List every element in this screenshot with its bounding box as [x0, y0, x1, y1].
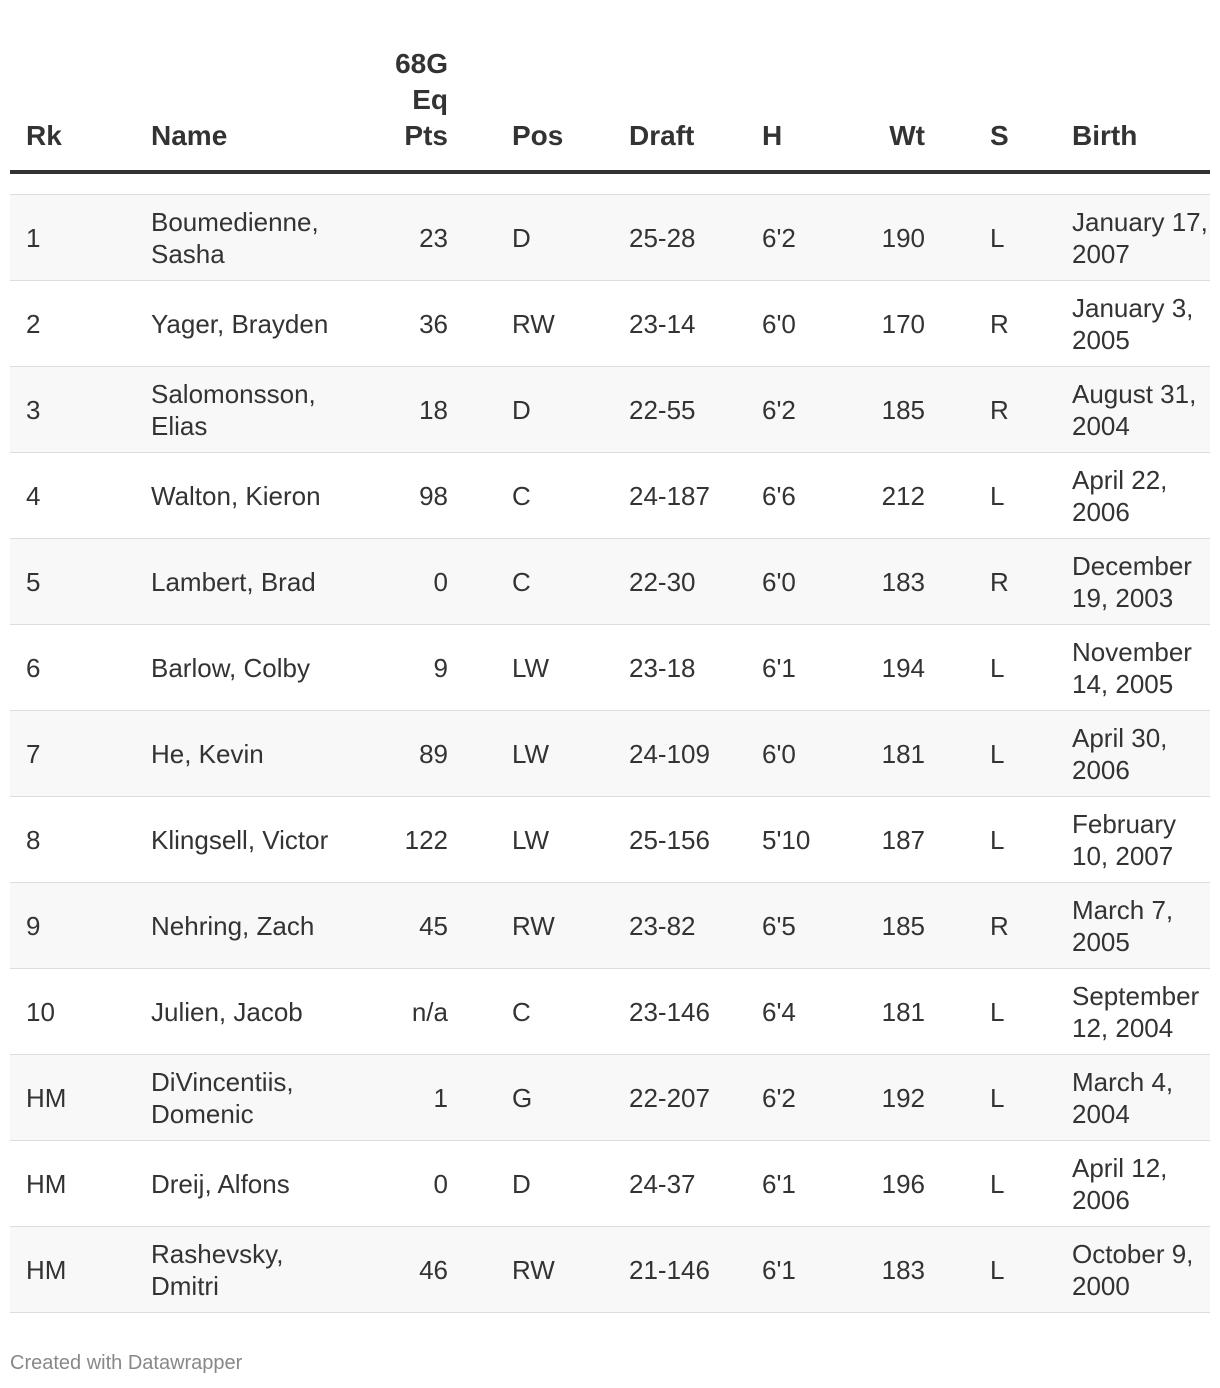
cell-spacer-2 [925, 969, 990, 1055]
cell-birth: March 4, 2004 [1072, 1055, 1210, 1141]
header-birth[interactable]: Birth [1072, 0, 1210, 172]
cell-spacer-2 [925, 195, 990, 281]
cell-birth: March 7, 2005 [1072, 883, 1210, 969]
cell-draft: 22-30 [629, 539, 762, 625]
cell-spacer [448, 195, 512, 281]
cell-s: L [990, 1227, 1072, 1313]
cell-name: Julien, Jacob [151, 969, 351, 1055]
cell-h: 5'10 [762, 797, 852, 883]
cell-h: 6'6 [762, 453, 852, 539]
cell-rk: HM [10, 1055, 151, 1141]
cell-spacer [448, 1055, 512, 1141]
header-spacer [448, 0, 512, 172]
table-row [10, 969, 1210, 1055]
table-row [10, 1227, 1210, 1313]
header-h[interactable]: H [762, 0, 852, 172]
cell-pts: 18 [351, 367, 448, 453]
cell-spacer-2 [925, 711, 990, 797]
cell-rk: 6 [10, 625, 151, 711]
cell-wt: 181 [852, 711, 925, 797]
cell-name: He, Kevin [151, 711, 351, 797]
cell-h: 6'1 [762, 1227, 852, 1313]
cell-draft: 23-14 [629, 281, 762, 367]
cell-pos: D [512, 1141, 629, 1227]
cell-birth: November 14, 2005 [1072, 625, 1210, 711]
cell-s: L [990, 1055, 1072, 1141]
cell-name: Klingsell, Victor [151, 797, 351, 883]
cell-pts: 46 [351, 1227, 448, 1313]
cell-draft: 23-82 [629, 883, 762, 969]
cell-pts: 45 [351, 883, 448, 969]
cell-wt: 187 [852, 797, 925, 883]
cell-pts: 0 [351, 539, 448, 625]
cell-spacer-2 [925, 453, 990, 539]
cell-name: Dreij, Alfons [151, 1141, 351, 1227]
cell-name: Rashevsky, Dmitri [151, 1227, 351, 1313]
cell-spacer [448, 539, 512, 625]
cell-h: 6'2 [762, 367, 852, 453]
cell-h: 6'0 [762, 539, 852, 625]
cell-h: 6'0 [762, 281, 852, 367]
cell-birth: April 22, 2006 [1072, 453, 1210, 539]
prospect-table [10, 0, 1210, 1313]
cell-name: DiVincentiis, Domenic [151, 1055, 351, 1141]
cell-wt: 183 [852, 539, 925, 625]
cell-birth: September 12, 2004 [1072, 969, 1210, 1055]
header-spacer-row [10, 172, 1210, 195]
cell-pos: G [512, 1055, 629, 1141]
header-draft[interactable]: Draft [629, 0, 762, 172]
header-pts-line-2: Eq [412, 84, 448, 115]
cell-spacer [448, 281, 512, 367]
cell-wt: 190 [852, 195, 925, 281]
cell-name: Salomonsson, Elias [151, 367, 351, 453]
cell-s: L [990, 1141, 1072, 1227]
cell-wt: 192 [852, 1055, 925, 1141]
cell-pos: D [512, 367, 629, 453]
cell-spacer [448, 883, 512, 969]
cell-spacer-2 [925, 883, 990, 969]
table-row [10, 367, 1210, 453]
table-row [10, 1055, 1210, 1141]
cell-draft: 23-146 [629, 969, 762, 1055]
cell-pts: 98 [351, 453, 448, 539]
cell-spacer [448, 453, 512, 539]
cell-name: Barlow, Colby [151, 625, 351, 711]
table-row [10, 625, 1210, 711]
cell-spacer-2 [925, 797, 990, 883]
cell-pts: n/a [351, 969, 448, 1055]
cell-birth: January 3, 2005 [1072, 281, 1210, 367]
header-pts-line-3: Pts [404, 120, 448, 151]
cell-pos: LW [512, 625, 629, 711]
cell-pts: 122 [351, 797, 448, 883]
cell-h: 6'2 [762, 195, 852, 281]
cell-rk: 8 [10, 797, 151, 883]
cell-draft: 25-28 [629, 195, 762, 281]
cell-draft: 21-146 [629, 1227, 762, 1313]
table-row [10, 797, 1210, 883]
cell-h: 6'0 [762, 711, 852, 797]
table-row [10, 453, 1210, 539]
cell-s: L [990, 195, 1072, 281]
cell-h: 6'1 [762, 625, 852, 711]
cell-s: L [990, 711, 1072, 797]
table-body [10, 172, 1210, 1313]
datawrapper-table [10, 0, 1210, 1313]
cell-birth: April 30, 2006 [1072, 711, 1210, 797]
cell-s: L [990, 453, 1072, 539]
cell-spacer [448, 625, 512, 711]
header-s[interactable]: S [990, 0, 1072, 172]
cell-spacer-2 [925, 1141, 990, 1227]
cell-spacer-2 [925, 625, 990, 711]
table-row [10, 1141, 1210, 1227]
cell-wt: 194 [852, 625, 925, 711]
cell-birth: August 31, 2004 [1072, 367, 1210, 453]
cell-rk: 1 [10, 195, 151, 281]
cell-rk: 9 [10, 883, 151, 969]
cell-spacer [448, 969, 512, 1055]
cell-spacer-2 [925, 1227, 990, 1313]
cell-name: Lambert, Brad [151, 539, 351, 625]
cell-draft: 22-207 [629, 1055, 762, 1141]
cell-h: 6'4 [762, 969, 852, 1055]
cell-birth: October 9, 2000 [1072, 1227, 1210, 1313]
cell-spacer-2 [925, 539, 990, 625]
cell-pts: 89 [351, 711, 448, 797]
cell-name: Walton, Kieron [151, 453, 351, 539]
spacer-cell [10, 172, 1210, 195]
cell-pos: D [512, 195, 629, 281]
cell-rk: HM [10, 1227, 151, 1313]
cell-spacer [448, 1227, 512, 1313]
cell-draft: 23-18 [629, 625, 762, 711]
cell-wt: 185 [852, 367, 925, 453]
cell-spacer [448, 367, 512, 453]
cell-birth: February 10, 2007 [1072, 797, 1210, 883]
cell-rk: 5 [10, 539, 151, 625]
header-spacer-2 [925, 0, 990, 172]
cell-rk: HM [10, 1141, 151, 1227]
cell-pts: 0 [351, 1141, 448, 1227]
cell-pos: C [512, 969, 629, 1055]
cell-pos: LW [512, 797, 629, 883]
cell-draft: 24-37 [629, 1141, 762, 1227]
table-row [10, 883, 1210, 969]
cell-pos: LW [512, 711, 629, 797]
cell-spacer [448, 1141, 512, 1227]
cell-s: L [990, 797, 1072, 883]
table-row [10, 281, 1210, 367]
cell-birth: January 17, 2007 [1072, 195, 1210, 281]
cell-wt: 185 [852, 883, 925, 969]
header-wt[interactable]: Wt [852, 0, 925, 172]
cell-wt: 212 [852, 453, 925, 539]
cell-pts: 9 [351, 625, 448, 711]
cell-draft: 25-156 [629, 797, 762, 883]
cell-rk: 7 [10, 711, 151, 797]
cell-name: Nehring, Zach [151, 883, 351, 969]
cell-h: 6'1 [762, 1141, 852, 1227]
cell-name: Yager, Brayden [151, 281, 351, 367]
cell-h: 6'2 [762, 1055, 852, 1141]
cell-rk: 3 [10, 367, 151, 453]
cell-pts: 36 [351, 281, 448, 367]
cell-s: L [990, 969, 1072, 1055]
cell-birth: December 19, 2003 [1072, 539, 1210, 625]
table-row [10, 539, 1210, 625]
cell-name: Boumedienne, Sasha [151, 195, 351, 281]
cell-wt: 170 [852, 281, 925, 367]
table-header-row [10, 0, 1210, 172]
header-pts-line-1: 68G [395, 48, 448, 79]
header-pos[interactable]: Pos [512, 0, 629, 172]
cell-h: 6'5 [762, 883, 852, 969]
cell-draft: 24-187 [629, 453, 762, 539]
cell-spacer [448, 711, 512, 797]
header-pts[interactable] [351, 0, 448, 172]
cell-spacer-2 [925, 1055, 990, 1141]
cell-birth: April 12, 2006 [1072, 1141, 1210, 1227]
cell-pts: 1 [351, 1055, 448, 1141]
cell-pos: C [512, 453, 629, 539]
cell-spacer [448, 797, 512, 883]
cell-rk: 2 [10, 281, 151, 367]
cell-pts: 23 [351, 195, 448, 281]
cell-draft: 22-55 [629, 367, 762, 453]
cell-s: R [990, 883, 1072, 969]
cell-wt: 183 [852, 1227, 925, 1313]
table-row [10, 711, 1210, 797]
cell-pos: RW [512, 883, 629, 969]
cell-wt: 181 [852, 969, 925, 1055]
cell-s: R [990, 539, 1072, 625]
cell-pos: RW [512, 281, 629, 367]
cell-pos: RW [512, 1227, 629, 1313]
cell-spacer-2 [925, 367, 990, 453]
datawrapper-credit: Created with Datawrapper [10, 1352, 243, 1374]
header-name[interactable]: Name [151, 0, 351, 172]
cell-rk: 4 [10, 453, 151, 539]
cell-rk: 10 [10, 969, 151, 1055]
cell-s: L [990, 625, 1072, 711]
cell-pos: C [512, 539, 629, 625]
cell-draft: 24-109 [629, 711, 762, 797]
cell-spacer-2 [925, 281, 990, 367]
cell-s: R [990, 367, 1072, 453]
cell-s: R [990, 281, 1072, 367]
table-row [10, 195, 1210, 281]
header-rk[interactable]: Rk [10, 0, 151, 172]
cell-wt: 196 [852, 1141, 925, 1227]
